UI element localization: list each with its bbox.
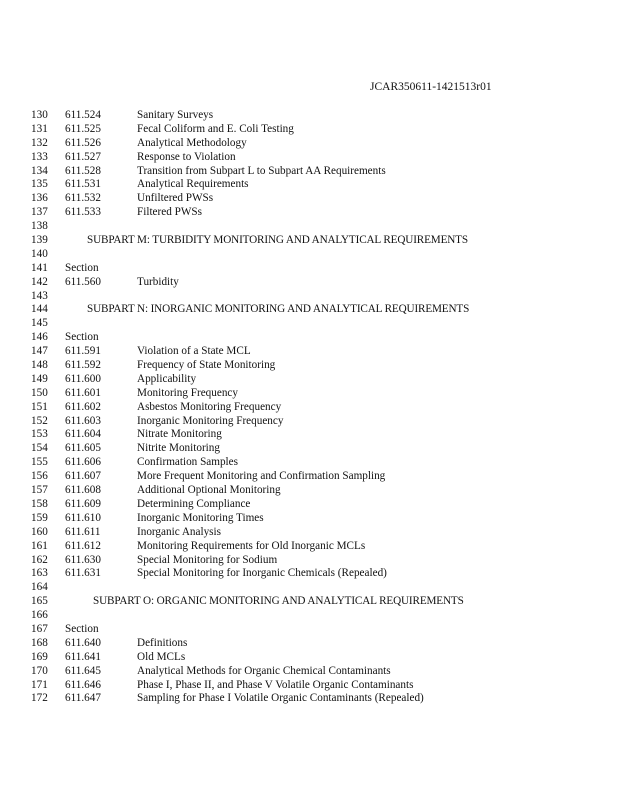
section-title: Analytical Methods for Organic Chemical Contaminants (137, 664, 391, 677)
section-number: 611.527 (65, 150, 101, 163)
section-number: 611.560 (65, 275, 101, 288)
line-number: 158 (31, 497, 48, 510)
section-number: 611.602 (65, 400, 101, 413)
section-number: 611.592 (65, 359, 101, 372)
line-number: 140 (31, 247, 48, 260)
line-number: 164 (31, 581, 48, 594)
line-number: 163 (31, 567, 48, 580)
listing-line (0, 276, 618, 290)
line-number: 137 (31, 206, 48, 219)
line-number: 159 (31, 511, 48, 524)
subpart-heading-line (0, 595, 618, 609)
section-title: Old MCLs (137, 650, 186, 663)
line-number: 138 (31, 220, 48, 233)
section-title: Monitoring Frequency (137, 386, 238, 399)
section-title: Special Monitoring for Sodium (137, 553, 278, 566)
section-title: Nitrate Monitoring (137, 428, 222, 441)
section-listing (0, 109, 618, 706)
listing-line (0, 498, 618, 512)
line-number: 151 (31, 400, 48, 413)
line-number: 156 (31, 470, 48, 483)
section-number: 611.604 (65, 428, 101, 441)
line-number: 130 (31, 109, 48, 121)
line-number: 169 (31, 650, 48, 663)
section-number: 611.608 (65, 484, 101, 497)
section-number: 611.591 (65, 345, 101, 358)
line-number: 141 (31, 261, 48, 274)
listing-line (0, 526, 618, 540)
section-title: Inorganic Monitoring Frequency (137, 414, 284, 427)
section-number: 611.646 (65, 678, 101, 691)
listing-line (0, 165, 618, 179)
section-title: Additional Optional Monitoring (137, 484, 281, 497)
line-number: 165 (31, 595, 48, 608)
line-number: 149 (31, 372, 48, 385)
section-number: 611.532 (65, 192, 101, 205)
section-number: 611.640 (65, 636, 101, 649)
section-number: 611.647 (65, 692, 101, 705)
listing-line (0, 428, 618, 442)
line-number: 153 (31, 428, 48, 441)
section-title: Applicability (137, 372, 197, 385)
section-title: Nitrite Monitoring (137, 442, 220, 455)
line-number: 166 (31, 609, 48, 622)
section-title: More Frequent Monitoring and Confirmation Sampling (137, 470, 386, 483)
section-number: 611.606 (65, 456, 101, 469)
section-number: 611.525 (65, 122, 101, 135)
subpart-heading: SUBPART N: INORGANIC MONITORING AND ANALYTICAL REQUIREMENTS (87, 303, 470, 316)
listing-line (0, 692, 618, 706)
section-number: 611.641 (65, 650, 101, 663)
line-number: 145 (31, 317, 48, 330)
section-title: Determining Compliance (137, 497, 251, 510)
listing-line (0, 623, 618, 637)
section-title: Inorganic Monitoring Times (137, 511, 264, 524)
line-number: 131 (31, 122, 48, 135)
listing-line (0, 470, 618, 484)
listing-line (0, 206, 618, 220)
line-number: 152 (31, 414, 48, 427)
listing-line (0, 540, 618, 554)
listing-line (0, 137, 618, 151)
section-number: Section (65, 261, 99, 274)
line-number: 171 (31, 678, 48, 691)
subpart-heading: SUBPART O: ORGANIC MONITORING AND ANALYTICAL REQUIREMENTS (93, 595, 464, 608)
section-number: 611.607 (65, 470, 101, 483)
line-number: 136 (31, 192, 48, 205)
line-number: 160 (31, 525, 48, 538)
section-number: 611.531 (65, 178, 101, 191)
section-title: Special Monitoring for Inorganic Chemicals (Repealed) (137, 567, 387, 580)
listing-line (0, 387, 618, 401)
listing-line (0, 359, 618, 373)
line-number: 155 (31, 456, 48, 469)
listing-line (0, 248, 618, 262)
subpart-heading: SUBPART M: TURBIDITY MONITORING AND ANALYTICAL REQUIREMENTS (87, 234, 468, 247)
section-title: Transition from Subpart L to Subpart AA Requirements (137, 164, 386, 177)
listing-line (0, 178, 618, 192)
line-number: 150 (31, 386, 48, 399)
section-title: Filtered PWSs (137, 206, 202, 219)
listing-line (0, 581, 618, 595)
listing-line (0, 331, 618, 345)
listing-line (0, 317, 618, 331)
listing-line (0, 192, 618, 206)
listing-line (0, 665, 618, 679)
section-number: 611.610 (65, 511, 101, 524)
section-number: 611.645 (65, 664, 101, 677)
section-title: Sanitary Surveys (137, 109, 214, 121)
line-number: 167 (31, 622, 48, 635)
section-title: Turbidity (137, 275, 179, 288)
subpart-heading-line (0, 234, 618, 248)
line-number: 157 (31, 484, 48, 497)
section-title: Frequency of State Monitoring (137, 359, 276, 372)
section-number: 611.601 (65, 386, 101, 399)
section-number: 611.605 (65, 442, 101, 455)
listing-line (0, 151, 618, 165)
section-number: 611.603 (65, 414, 101, 427)
listing-line (0, 123, 618, 137)
line-number: 148 (31, 359, 48, 372)
document-id: JCAR350611-1421513r01 (370, 81, 492, 93)
line-number: 170 (31, 664, 48, 677)
line-number: 143 (31, 289, 48, 302)
section-title: Phase I, Phase II, and Phase V Volatile Organic Contaminants (137, 678, 414, 691)
listing-line (0, 484, 618, 498)
listing-line (0, 290, 618, 304)
listing-line (0, 567, 618, 581)
section-number: 611.528 (65, 164, 101, 177)
section-number: 611.612 (65, 539, 101, 552)
listing-line (0, 609, 618, 623)
listing-line (0, 442, 618, 456)
listing-line (0, 373, 618, 387)
section-number: 611.533 (65, 206, 101, 219)
line-number: 132 (31, 136, 48, 149)
section-number: Section (65, 622, 99, 635)
section-title: Analytical Requirements (137, 178, 249, 191)
section-title: Asbestos Monitoring Frequency (137, 400, 282, 413)
line-number: 147 (31, 345, 48, 358)
line-number: 168 (31, 636, 48, 649)
section-number: Section (65, 331, 99, 344)
listing-line (0, 679, 618, 693)
section-number: 611.611 (65, 525, 101, 538)
line-number: 162 (31, 553, 48, 566)
listing-line (0, 554, 618, 568)
section-title: Confirmation Samples (137, 456, 238, 469)
subpart-heading-line (0, 303, 618, 317)
line-number: 154 (31, 442, 48, 455)
listing-line (0, 262, 618, 276)
section-title: Violation of a State MCL (137, 345, 251, 358)
line-number: 161 (31, 539, 48, 552)
section-number: 611.630 (65, 553, 101, 566)
section-number: 611.600 (65, 372, 101, 385)
line-number: 134 (31, 164, 48, 177)
line-number: 135 (31, 178, 48, 191)
listing-line (0, 512, 618, 526)
section-title: Monitoring Requirements for Old Inorganic MCLs (137, 539, 366, 552)
section-title: Sampling for Phase I Volatile Organic Contaminants (Repealed) (137, 692, 424, 705)
listing-line (0, 220, 618, 234)
section-title: Response to Violation (137, 150, 236, 163)
section-number: 611.631 (65, 567, 101, 580)
section-title: Inorganic Analysis (137, 525, 221, 538)
section-title: Analytical Methodology (137, 136, 247, 149)
section-title: Unfiltered PWSs (137, 192, 214, 205)
line-number: 139 (31, 234, 48, 247)
line-number: 142 (31, 275, 48, 288)
section-number: 611.526 (65, 136, 101, 149)
line-number: 133 (31, 150, 48, 163)
section-number: 611.524 (65, 109, 101, 121)
listing-line (0, 109, 618, 123)
listing-line (0, 401, 618, 415)
line-number: 146 (31, 331, 48, 344)
section-title: Fecal Coliform and E. Coli Testing (137, 122, 294, 135)
listing-line (0, 651, 618, 665)
listing-line (0, 345, 618, 359)
listing-line (0, 456, 618, 470)
line-number: 144 (31, 303, 48, 316)
listing-line (0, 637, 618, 651)
section-number: 611.609 (65, 497, 101, 510)
line-number: 172 (31, 692, 48, 705)
section-title: Definitions (137, 636, 188, 649)
listing-line (0, 415, 618, 429)
